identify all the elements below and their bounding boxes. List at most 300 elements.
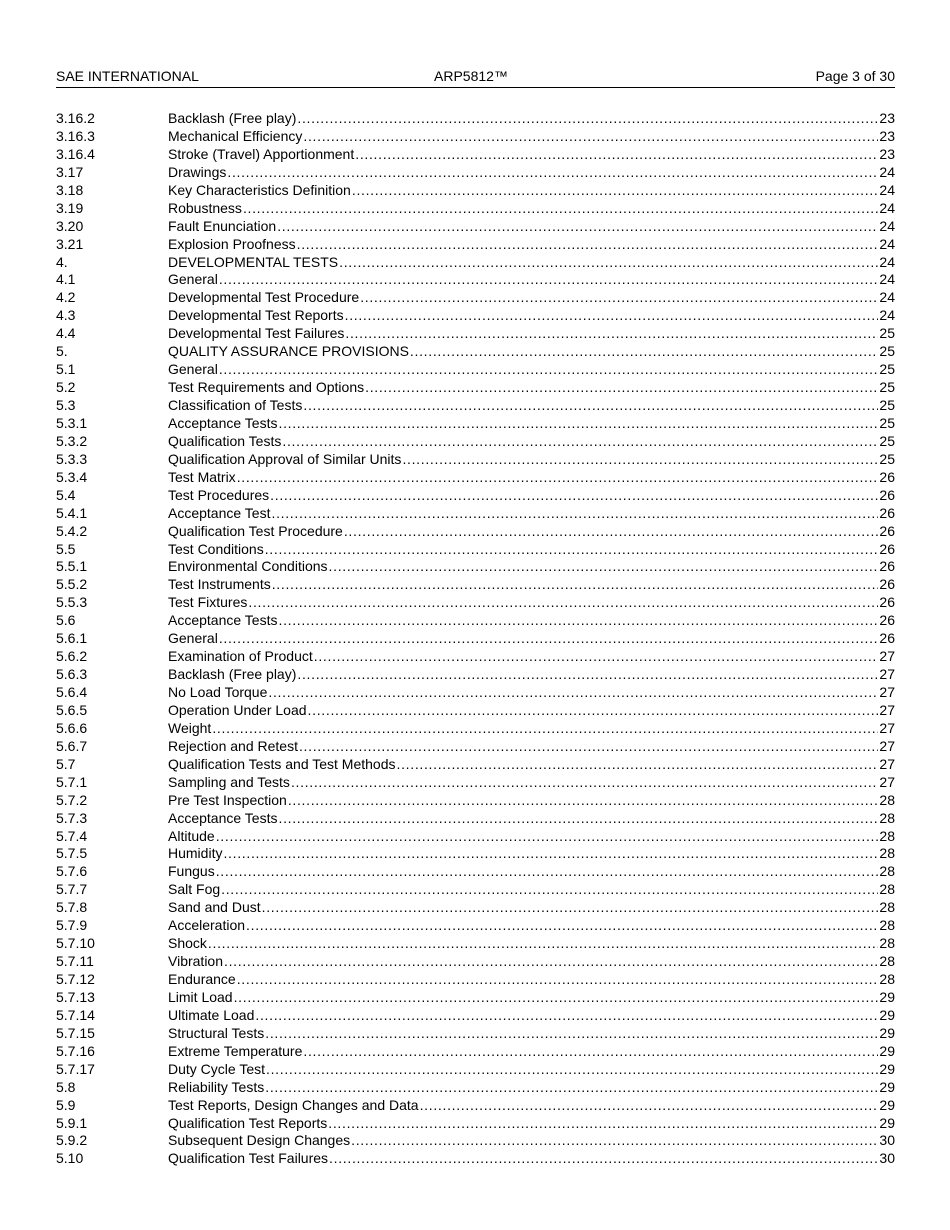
toc-section-title: Stroke (Travel) Apportionment [168, 145, 355, 162]
toc-entry-body [168, 397, 895, 414]
toc-section-title: Ultimate Load [168, 1006, 255, 1023]
toc-entry[interactable] [56, 541, 895, 559]
toc-entry[interactable] [56, 1025, 895, 1043]
toc-section-title: Operation Under Load [168, 701, 307, 718]
toc-entry[interactable] [56, 828, 895, 846]
toc-page-number: 25 [879, 325, 895, 342]
toc-entry[interactable] [56, 397, 895, 415]
toc-entry[interactable] [56, 989, 895, 1007]
toc-page-number: 28 [879, 863, 895, 880]
toc-section-number: 5.1 [56, 361, 76, 378]
toc-entry-body [168, 164, 895, 181]
toc-entry-body [168, 182, 895, 199]
toc-page-number: 24 [879, 235, 895, 252]
toc-page-number: 29 [879, 1096, 895, 1113]
toc-section-number: 4.1 [56, 271, 76, 288]
toc-section-number: 3.17 [56, 163, 84, 180]
toc-section-number: 5. [56, 343, 68, 360]
toc-section-title: Pre Test Inspection [168, 791, 287, 808]
toc-entry[interactable] [56, 702, 895, 720]
toc-entry[interactable] [56, 684, 895, 702]
toc-section-title: Robustness [168, 199, 242, 216]
toc-page-number: 24 [879, 163, 895, 180]
toc-section-number: 5.4.2 [56, 522, 88, 539]
toc-section-number: 5.2 [56, 379, 76, 396]
toc-entry[interactable] [56, 469, 895, 487]
toc-entry-body [168, 953, 895, 970]
toc-page-number: 25 [879, 361, 895, 378]
toc-page-number: 29 [879, 1078, 895, 1095]
toc-entry[interactable] [56, 236, 895, 254]
toc-page-number: 29 [879, 1060, 895, 1077]
toc-entry-body [168, 989, 895, 1006]
toc-dot-leader [208, 935, 879, 952]
toc-entry[interactable] [56, 845, 895, 863]
toc-section-title: Test Matrix [168, 468, 236, 485]
toc-section-title: Developmental Test Reports [168, 307, 344, 324]
toc-section-number: 5.6.5 [56, 701, 88, 718]
toc-dot-leader [278, 612, 878, 629]
toc-section-title: Endurance [168, 971, 236, 987]
toc-entry[interactable] [56, 218, 895, 236]
toc-section-number: 5.6.3 [56, 666, 88, 683]
toc-entry[interactable] [56, 666, 895, 684]
toc-section-number: 5.6 [56, 612, 76, 629]
toc-section-number: 3.16.4 [56, 145, 95, 162]
toc-page-number: 29 [879, 1042, 895, 1059]
toc-entry[interactable] [56, 451, 895, 469]
toc-section-title: Examination of Product [168, 648, 313, 665]
toc-page-number: 27 [879, 648, 895, 665]
toc-page-number: 27 [879, 773, 895, 790]
toc-section-title: Reliability Tests [168, 1078, 265, 1095]
toc-section-number: 5.7.6 [56, 863, 88, 880]
toc-page-number: 26 [879, 630, 895, 647]
toc-section-number: 5.7.1 [56, 773, 88, 790]
toc-dot-leader [365, 379, 878, 396]
toc-entry[interactable] [56, 487, 895, 505]
toc-section-number: 5.9.1 [56, 1114, 88, 1131]
toc-dot-leader [266, 1061, 878, 1078]
toc-dot-leader [219, 271, 879, 288]
toc-entry-body [168, 1043, 895, 1060]
toc-page-number: 28 [879, 809, 895, 826]
toc-section-title: Qualification Test Failures [168, 1150, 329, 1167]
toc-entry[interactable] [56, 576, 895, 594]
toc-entry[interactable] [56, 917, 895, 935]
toc-dot-leader [345, 325, 878, 342]
toc-page-number: 28 [879, 971, 895, 987]
toc-page-number: 23 [879, 145, 895, 162]
toc-entry[interactable] [56, 271, 895, 289]
toc-entry-body [168, 971, 895, 988]
toc-page-number: 25 [879, 379, 895, 396]
toc-entry-body [168, 128, 895, 145]
toc-entry[interactable] [56, 361, 895, 379]
toc-entry[interactable] [56, 164, 895, 182]
toc-entry-body [168, 881, 895, 898]
toc-page-number: 26 [879, 522, 895, 539]
toc-section-number: 5.9.2 [56, 1132, 88, 1149]
toc-section-title: General [168, 630, 218, 647]
toc-entry-body [168, 702, 895, 719]
toc-dot-leader [297, 236, 879, 253]
toc-section-number: 5.8 [56, 1078, 76, 1095]
toc-page-number: 28 [879, 791, 895, 808]
toc-entry[interactable] [56, 523, 895, 541]
toc-page-number: 27 [879, 719, 895, 736]
toc-entry-body [168, 648, 895, 665]
toc-entry[interactable] [56, 289, 895, 307]
toc-section-number: 5.3.3 [56, 450, 88, 467]
toc-section-number: 5.7.7 [56, 881, 88, 898]
page-number: Page 3 of 30 [815, 68, 895, 84]
toc-entry-body [168, 1025, 895, 1042]
toc-dot-leader [219, 361, 879, 378]
toc-section-title: Structural Tests [168, 1024, 265, 1041]
toc-dot-leader [329, 1150, 878, 1167]
toc-entry[interactable] [56, 200, 895, 218]
toc-section-number: 5.5 [56, 540, 76, 557]
toc-section-number: 5.5.3 [56, 594, 88, 611]
toc-entry-body [168, 379, 895, 396]
toc-page-number: 26 [879, 540, 895, 557]
toc-page-number: 29 [879, 1024, 895, 1041]
toc-page-number: 28 [879, 917, 895, 934]
toc-page-number: 28 [879, 935, 895, 952]
toc-entry[interactable] [56, 146, 895, 164]
toc-entry[interactable] [56, 110, 895, 128]
toc-entry[interactable] [56, 433, 895, 451]
toc-section-number: 5.6.2 [56, 648, 88, 665]
toc-entry[interactable] [56, 953, 895, 971]
toc-section-number: 5.7.4 [56, 827, 88, 844]
toc-section-number: 5.3.2 [56, 432, 88, 449]
toc-section-title: Rejection and Retest [168, 737, 298, 754]
toc-section-title: Fault Enunciation [168, 217, 277, 234]
toc-entry-body [168, 845, 895, 862]
toc-entry-body [168, 415, 895, 432]
toc-entry-body [168, 110, 895, 127]
toc-entry-body [168, 236, 895, 253]
toc-entry[interactable] [56, 863, 895, 881]
toc-entry-body [168, 774, 895, 791]
toc-section-title: Test Conditions [168, 540, 264, 557]
toc-dot-leader [303, 397, 878, 414]
toc-entry[interactable] [56, 1097, 895, 1115]
toc-section-number: 5.7.17 [56, 1060, 95, 1077]
toc-section-number: 5.7 [56, 755, 76, 772]
toc-entry[interactable] [56, 810, 895, 828]
toc-dot-leader [303, 128, 878, 145]
toc-section-title: Backlash (Free play) [168, 110, 297, 126]
toc-entry-body [168, 576, 895, 593]
toc-section-number: 5.7.10 [56, 935, 95, 952]
toc-page-number: 29 [879, 1006, 895, 1023]
toc-page-number: 24 [879, 199, 895, 216]
toc-dot-leader [246, 917, 878, 934]
toc-entry-body [168, 612, 895, 629]
toc-page-number: 23 [879, 110, 895, 126]
toc-dot-leader [288, 792, 879, 809]
toc-entry-body [168, 541, 895, 558]
toc-section-title: Environmental Conditions [168, 558, 328, 575]
toc-dot-leader [329, 558, 879, 575]
toc-section-title: Developmental Test Failures [168, 325, 345, 342]
toc-dot-leader [262, 899, 879, 916]
toc-page-number: 24 [879, 253, 895, 270]
toc-page-number: 23 [879, 127, 895, 144]
toc-page-number: 26 [879, 594, 895, 611]
toc-entry[interactable] [56, 343, 895, 361]
toc-entry[interactable] [56, 182, 895, 200]
toc-dot-leader [265, 1025, 878, 1042]
toc-page-number: 24 [879, 289, 895, 306]
toc-page-number: 26 [879, 576, 895, 593]
toc-dot-leader [278, 810, 878, 827]
toc-section-title: QUALITY ASSURANCE PROVISIONS [168, 343, 409, 360]
toc-page-number: 26 [879, 468, 895, 485]
toc-entry-body [168, 1079, 895, 1096]
toc-dot-leader [227, 164, 878, 181]
document-number: ARP5812™ [434, 68, 508, 84]
toc-page-number: 27 [879, 684, 895, 700]
toc-section-number: 5.6.1 [56, 630, 88, 647]
toc-section-title: Test Instruments [168, 576, 271, 593]
toc-entry[interactable] [56, 1007, 895, 1025]
toc-section-title: Test Fixtures [168, 594, 248, 611]
toc-page-number: 27 [879, 755, 895, 772]
toc-dot-leader [255, 1007, 878, 1024]
toc-section-number: 4. [56, 253, 68, 270]
toc-section-number: 5.7.14 [56, 1006, 95, 1023]
toc-page-number: 30 [879, 1150, 895, 1167]
toc-entry[interactable] [56, 1079, 895, 1097]
toc-entry-body [168, 594, 895, 611]
toc-dot-leader [328, 1115, 878, 1132]
toc-entry[interactable] [56, 899, 895, 917]
toc-entry-body [168, 523, 895, 540]
toc-entry[interactable] [56, 505, 895, 523]
toc-entry[interactable] [56, 935, 895, 953]
toc-dot-leader [223, 845, 878, 862]
toc-section-title: Fungus [168, 863, 215, 880]
toc-entry-body [168, 935, 895, 952]
toc-entry-body [168, 200, 895, 217]
toc-section-number: 5.3 [56, 397, 76, 413]
toc-dot-leader [216, 863, 879, 880]
toc-entry[interactable] [56, 594, 895, 612]
toc-dot-leader [299, 738, 878, 755]
toc-dot-leader [314, 648, 879, 665]
toc-section-number: 3.16.3 [56, 127, 95, 144]
toc-entry-body [168, 218, 895, 235]
toc-section-number: 5.7.16 [56, 1042, 95, 1059]
toc-entry-body [168, 325, 895, 342]
toc-entry[interactable] [56, 1132, 895, 1150]
toc-entry[interactable] [56, 648, 895, 666]
toc-entry-body [168, 720, 895, 737]
toc-entry[interactable] [56, 630, 895, 648]
toc-entry[interactable] [56, 881, 895, 899]
toc-section-title: Key Characteristics Definition [168, 181, 351, 198]
toc-section-title: Extreme Temperature [168, 1042, 303, 1059]
toc-entry-body [168, 1150, 895, 1167]
toc-entry[interactable] [56, 128, 895, 146]
toc-entry-body [168, 1007, 895, 1024]
toc-page-number: 29 [879, 988, 895, 1005]
toc-dot-leader [291, 774, 878, 791]
toc-section-number: 5.6.7 [56, 737, 88, 754]
toc-dot-leader [248, 594, 878, 611]
toc-entry-body [168, 792, 895, 809]
toc-section-title: Test Procedures [168, 486, 270, 503]
toc-dot-leader [345, 307, 879, 324]
toc-entry-body [168, 684, 895, 701]
toc-page-number: 25 [879, 343, 895, 360]
toc-dot-leader [344, 523, 879, 540]
toc-page-number: 25 [879, 414, 895, 431]
toc-page-number: 26 [879, 612, 895, 629]
toc-dot-leader [243, 200, 878, 217]
toc-dot-leader [265, 541, 879, 558]
toc-section-title: Acceptance Test [168, 504, 271, 521]
toc-section-title: Developmental Test Procedure [168, 289, 360, 306]
toc-section-number: 5.4.1 [56, 504, 88, 521]
toc-entry-body [168, 451, 895, 468]
toc-page-number: 28 [879, 827, 895, 844]
toc-section-title: Humidity [168, 845, 223, 862]
toc-entry[interactable] [56, 254, 895, 272]
toc-section-number: 5.7.2 [56, 791, 88, 808]
toc-section-number: 5.7.12 [56, 971, 95, 987]
toc-entry[interactable] [56, 1115, 895, 1133]
toc-dot-leader [360, 289, 878, 306]
toc-section-title: Acceleration [168, 917, 246, 934]
toc-entry[interactable] [56, 1150, 895, 1168]
toc-entry-body [168, 666, 895, 683]
toc-page-number: 28 [879, 845, 895, 862]
toc-section-title: Mechanical Efficiency [168, 127, 303, 144]
toc-section-title: Subsequent Design Changes [168, 1132, 351, 1149]
toc-dot-leader [278, 415, 878, 432]
toc-section-number: 5.6.4 [56, 684, 88, 700]
toc-dot-leader [271, 505, 878, 522]
toc-dot-leader [297, 110, 878, 127]
toc-entry-body [168, 1132, 895, 1149]
toc-entry[interactable] [56, 307, 895, 325]
toc-section-title: Salt Fog [168, 881, 221, 898]
toc-entry-body [168, 254, 895, 271]
toc-entry-body [168, 1115, 895, 1132]
toc-section-title: Drawings [168, 163, 227, 180]
toc-dot-leader [270, 487, 878, 504]
toc-dot-leader [308, 702, 879, 719]
toc-entry-body [168, 558, 895, 575]
toc-section-number: 5.3.4 [56, 468, 88, 485]
toc-section-number: 5.3.1 [56, 414, 88, 431]
toc-section-number: 5.7.11 [56, 953, 94, 970]
toc-section-title: Classification of Tests [168, 397, 303, 413]
toc-dot-leader [355, 146, 878, 163]
toc-entry[interactable] [56, 558, 895, 576]
toc-entry[interactable] [56, 756, 895, 774]
toc-entry[interactable] [56, 1043, 895, 1061]
publisher-name: SAE INTERNATIONAL [56, 68, 199, 84]
toc-section-title: Vibration [168, 953, 224, 970]
toc-page-number: 26 [879, 504, 895, 521]
toc-section-number: 5.7.5 [56, 845, 88, 862]
toc-dot-leader [265, 1079, 878, 1096]
toc-section-number: 5.4 [56, 486, 76, 503]
toc-dot-leader [237, 971, 879, 988]
toc-entry-body [168, 738, 895, 755]
toc-entry-body [168, 343, 895, 360]
toc-entry[interactable] [56, 792, 895, 810]
toc-entry-body [168, 828, 895, 845]
toc-entry[interactable] [56, 971, 895, 989]
toc-entry[interactable] [56, 415, 895, 433]
toc-dot-leader [420, 1097, 879, 1114]
toc-section-number: 5.7.13 [56, 988, 95, 1005]
toc-entry-body [168, 899, 895, 916]
toc-section-number: 5.10 [56, 1150, 84, 1167]
toc-section-title: Acceptance Tests [168, 414, 278, 431]
toc-section-number: 5.6.6 [56, 719, 88, 736]
toc-section-number: 3.20 [56, 217, 84, 234]
toc-page-number: 25 [879, 432, 895, 449]
toc-entry[interactable] [56, 325, 895, 343]
toc-dot-leader [351, 1132, 878, 1149]
toc-section-number: 5.7.8 [56, 899, 88, 916]
toc-section-number: 3.16.2 [56, 110, 95, 126]
toc-dot-leader [297, 666, 878, 683]
toc-entry-body [168, 756, 895, 773]
toc-entry[interactable] [56, 379, 895, 397]
toc-dot-leader [402, 451, 878, 468]
toc-entry-body [168, 361, 895, 378]
toc-section-title: Explosion Proofness [168, 235, 296, 252]
toc-entry-body [168, 289, 895, 306]
toc-entry-body [168, 433, 895, 450]
toc-section-title: Weight [168, 719, 212, 736]
toc-entry-body [168, 863, 895, 880]
toc-entry[interactable] [56, 774, 895, 792]
toc-page-number: 27 [879, 701, 895, 718]
toc-entry[interactable] [56, 738, 895, 756]
toc-section-number: 5.5.1 [56, 558, 88, 575]
toc-dot-leader [272, 576, 879, 593]
toc-entry-body [168, 146, 895, 163]
toc-section-title: Qualification Tests and Test Methods [168, 755, 396, 772]
toc-section-title: Qualification Test Reports [168, 1114, 328, 1131]
toc-entry[interactable] [56, 612, 895, 630]
toc-entry-body [168, 1061, 895, 1078]
toc-entry-body [168, 1097, 895, 1114]
toc-section-number: 5.9 [56, 1096, 76, 1113]
toc-section-number: 5.7.3 [56, 809, 88, 826]
toc-dot-leader [397, 756, 879, 773]
toc-section-title: DEVELOPMENTAL TESTS [168, 253, 339, 270]
page-header [56, 67, 895, 88]
toc-entry[interactable] [56, 1061, 895, 1079]
toc-page-number: 30 [879, 1132, 895, 1149]
toc-section-title: Duty Cycle Test [168, 1060, 265, 1077]
toc-section-title: No Load Torque [168, 684, 268, 700]
toc-dot-leader [219, 630, 879, 647]
toc-entry-body [168, 630, 895, 647]
toc-entry[interactable] [56, 720, 895, 738]
